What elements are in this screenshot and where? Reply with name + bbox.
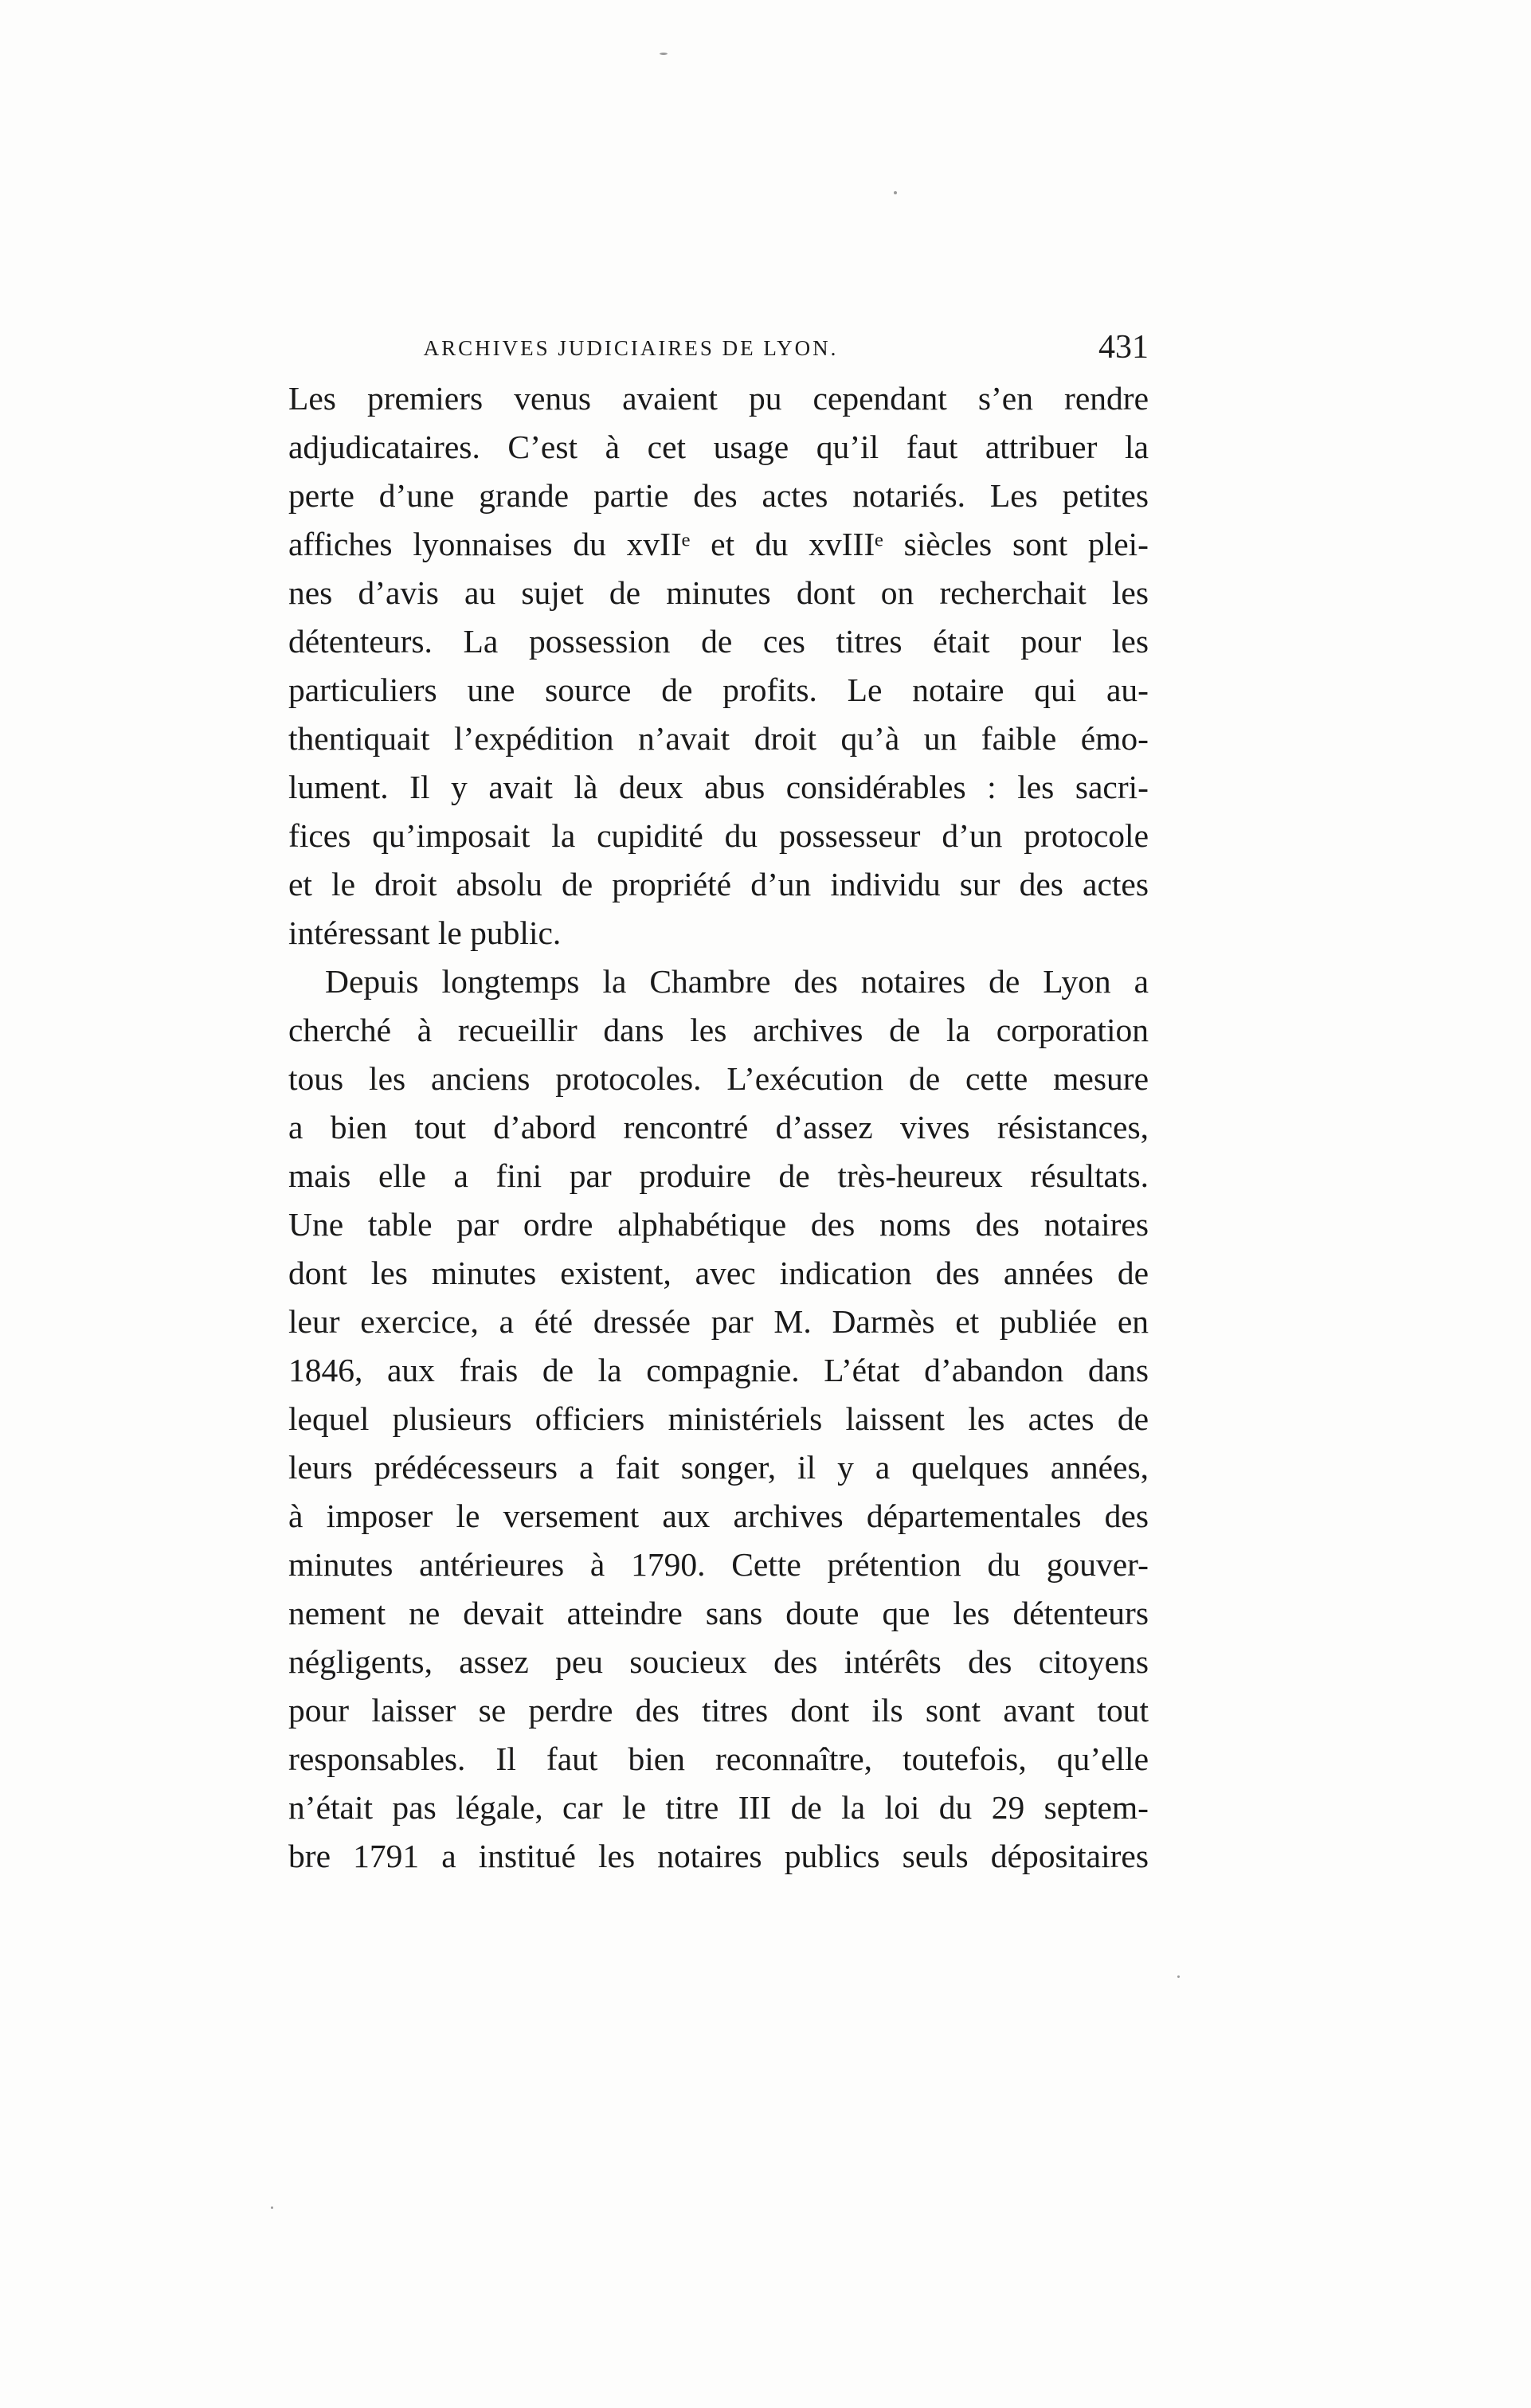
text-line: 1846, aux frais de la compagnie. L’état d’abandon dans [288,1352,1149,1388]
text-line: leurs prédécesseurs a fait songer, il y a quelques années, [288,1449,1149,1486]
text-line: lument. Il y avait là deux abus considérables : les sacri- [288,769,1149,805]
paper-speck [1177,1975,1180,1978]
text-line: Les premiers venus avaient pu cependant s’en rendre [288,380,1149,417]
paper-speck [894,191,897,194]
text-line: responsables. Il faut bien reconnaître, toutefois, qu’elle [288,1740,1149,1777]
text-line: particuliers une source de profits. Le notaire qui au- [288,671,1149,708]
text-line: négligents, assez peu soucieux des intérêts des citoyens [288,1643,1149,1680]
text-line: intéressant le public. [288,914,562,951]
text-line: nes d’avis au sujet de minutes dont on recherchait les [288,574,1149,611]
text-line: thentiquait l’expédition n’avait droit qu’à un faible émo- [288,720,1149,757]
text-line: détenteurs. La possession de ces titres était pour les [288,623,1149,660]
text-line: adjudicataires. C’est à cet usage qu’il faut attribuer la [288,429,1149,465]
paper-speck [271,2206,273,2209]
text-line: Une table par ordre alphabétique des noms des notaires [288,1206,1149,1243]
text-line: nement ne devait atteindre sans doute que les détenteurs [288,1595,1149,1631]
text-line: affiches lyonnaises du xvIIᵉ et du xvIIIᵉ siècles sont plei- [288,526,1149,562]
text-line: bre 1791 a institué les notaires publics seuls dépositaires [288,1838,1149,1874]
text-line: Depuis longtemps la Chambre des notaires de Lyon a [325,963,1149,1000]
running-title: ARCHIVES JUDICIAIRES DE LYON. [423,336,839,360]
text-line: minutes antérieures à 1790. Cette prétention du gouver- [288,1546,1149,1583]
running-head [288,328,1149,376]
text-line: dont les minutes existent, avec indication des années de [288,1255,1149,1291]
text-line: et le droit absolu de propriété d’un individu sur des actes [288,866,1149,903]
text-line: tous les anciens protocoles. L’exécution de cette mesure [288,1060,1149,1097]
text-line: fices qu’imposait la cupidité du possesseur d’un protocole [288,817,1149,854]
paper-speck [660,53,668,55]
paragraph [288,374,1149,957]
text-line: cherché à recueillir dans les archives de la corporation [288,1012,1149,1048]
text-line: à imposer le versement aux archives départementales des [288,1498,1149,1534]
text-line: mais elle a fini par produire de très-heureux résultats. [288,1157,1149,1194]
text-line: a bien tout d’abord rencontré d’assez vives résistances, [288,1109,1149,1145]
paragraph [288,957,1149,1881]
text-line: n’était pas légale, car le titre III de la loi du 29 septem- [288,1789,1149,1826]
text-line: lequel plusieurs officiers ministériels laissent les actes de [288,1400,1149,1437]
text-line: perte d’une grande partie des actes notariés. Les petites [288,477,1149,514]
text-line: pour laisser se perdre des titres dont ils sont avant tout [288,1692,1149,1729]
text-line: leur exercice, a été dressée par M. Darmès et publiée en [288,1303,1149,1340]
body-text [288,374,1149,1881]
page-number: 431 [1098,329,1149,366]
